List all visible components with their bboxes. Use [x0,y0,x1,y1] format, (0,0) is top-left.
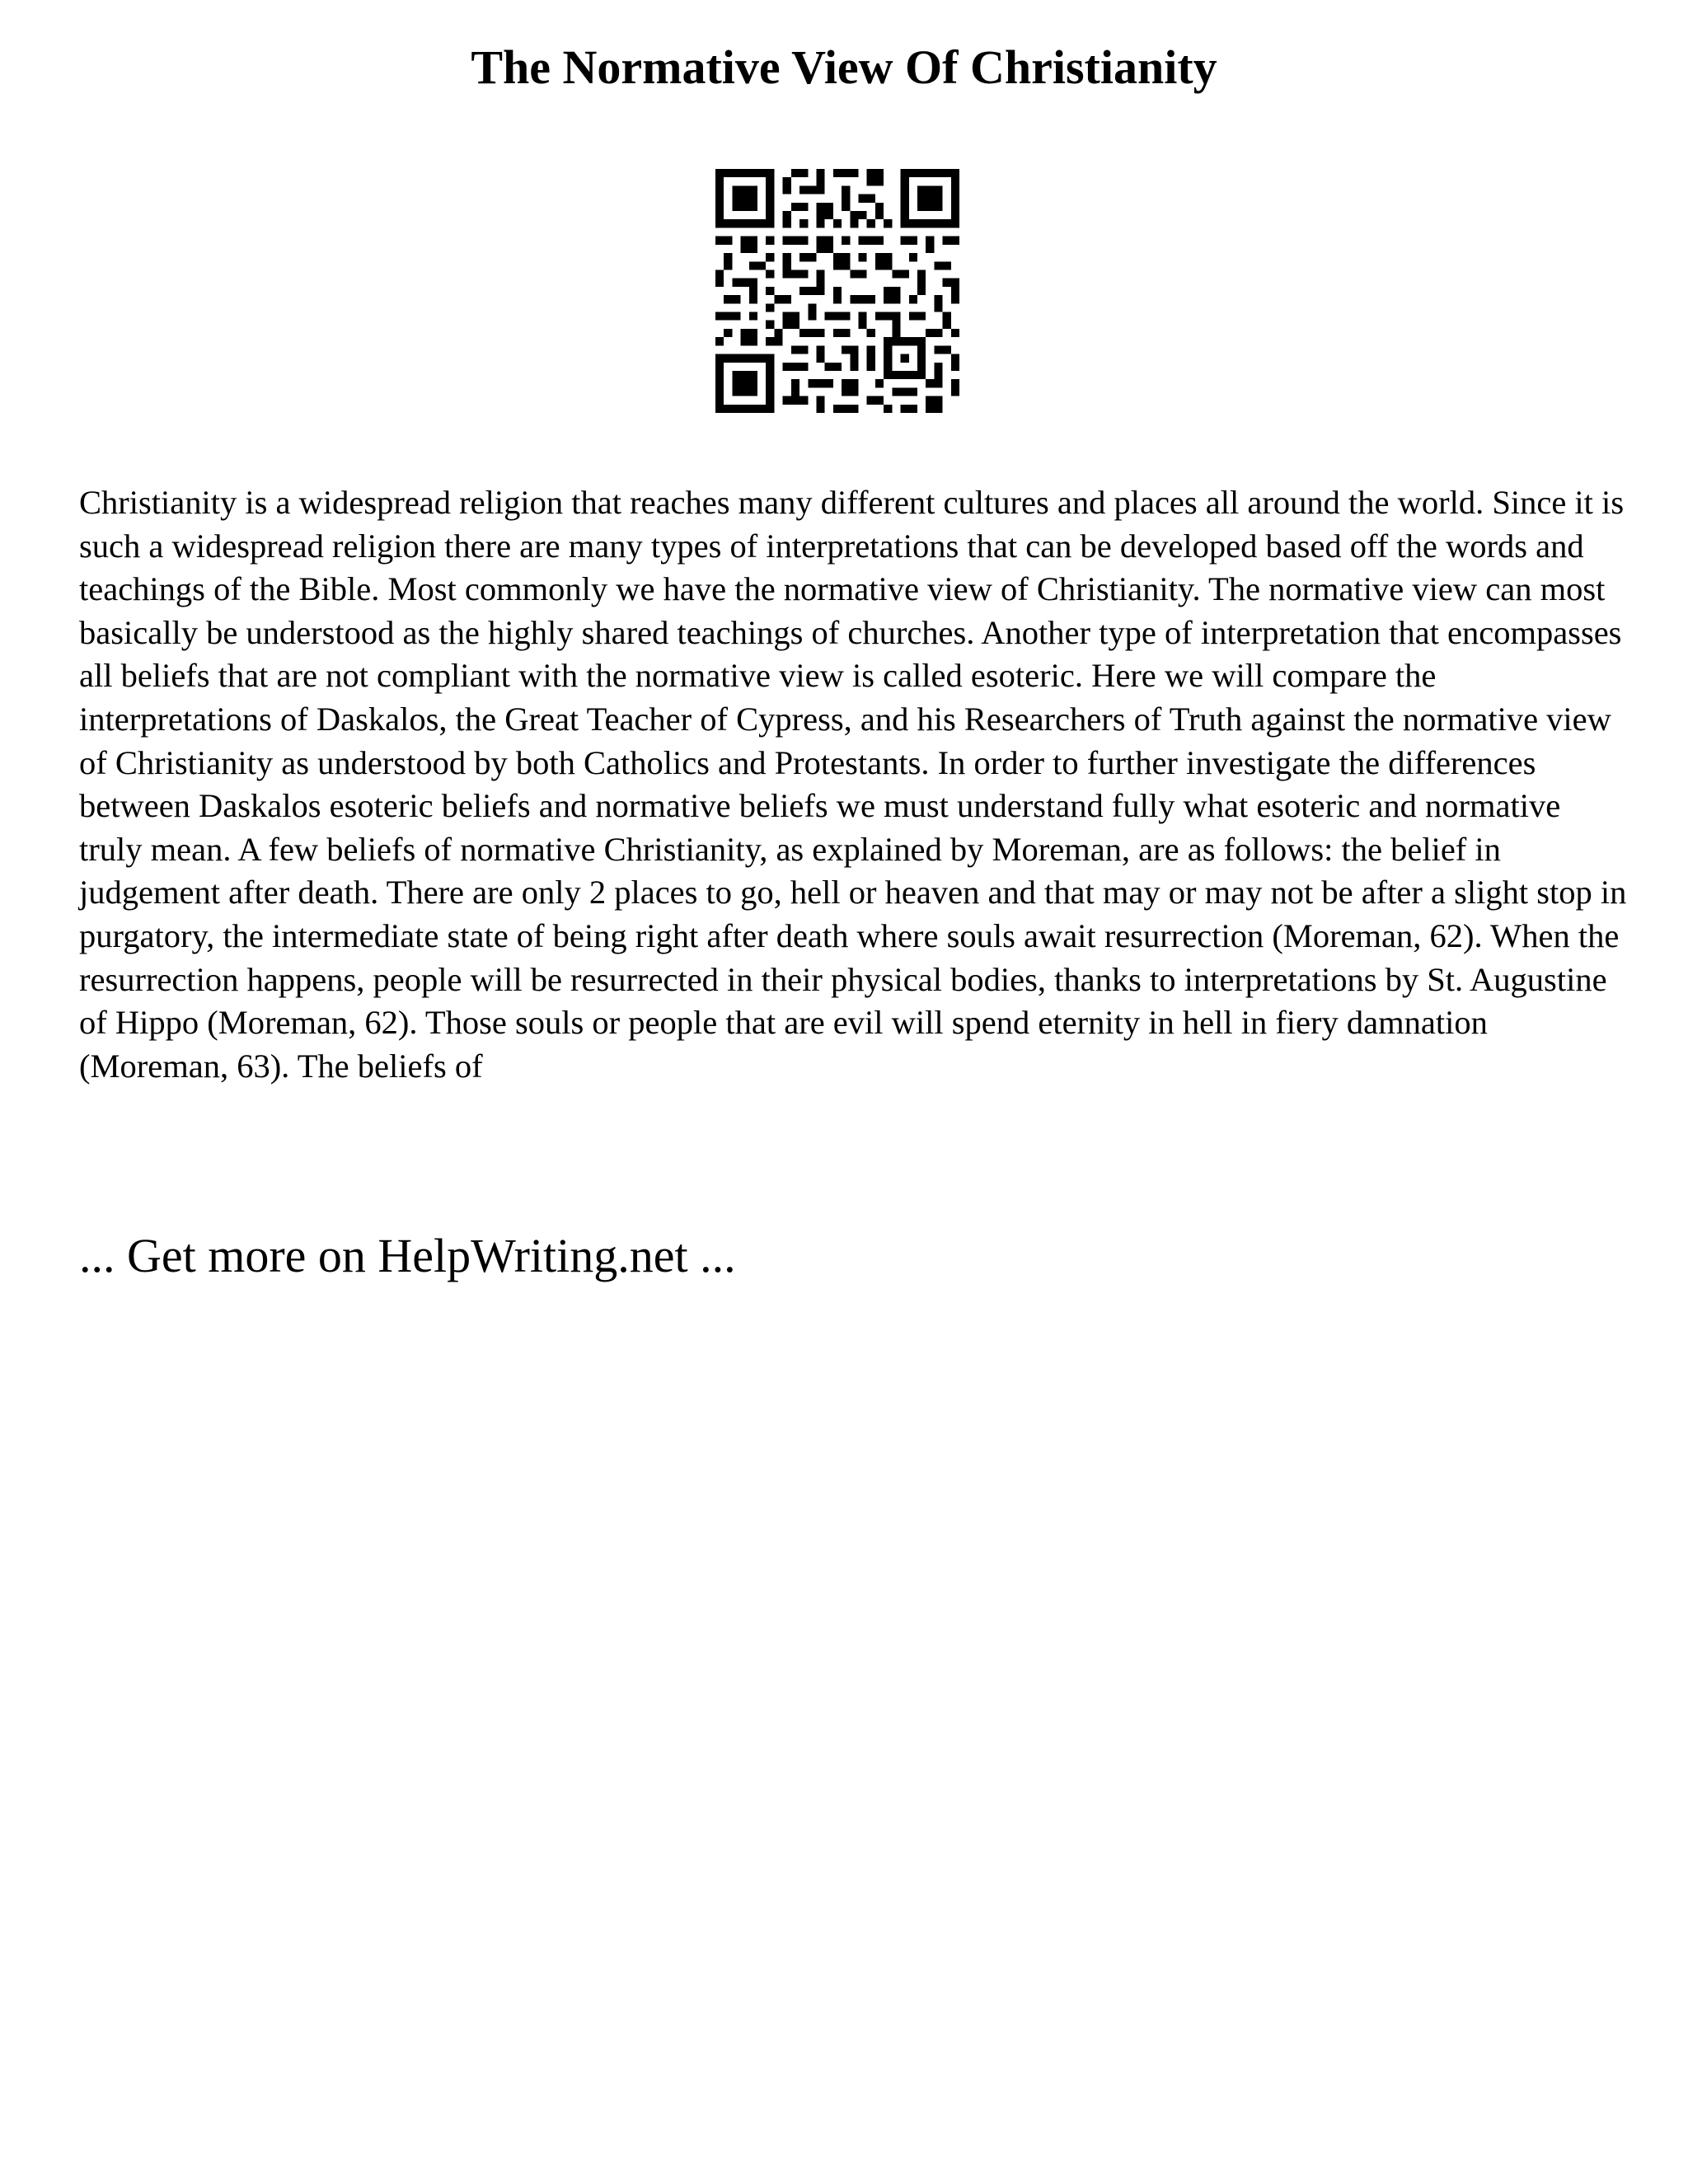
document-body: Christianity is a widespread religion that reaches many different cultures and places all around the world. Since it is such a widespread religion there are many types of interpretations that can be developed based off the words and teachings of the Bible. Most commonly we have the normative view of Christianity. The normative view can most basically be understood as the highly shared teachings of churches. Another type of interpretation that encompasses all beliefs that are not compliant with the normative view is called esoteric. Here we will compare the interpretations of Daskalos, the Great Teacher of Cypress, and his Researchers of Truth against the normative view of Christianity as understood by both Catholics and Protestants. In order to further investigate the differences between Daskalos esoteric beliefs and normative beliefs we must understand fully what esoteric and normative truly mean. A few beliefs of normative Christianity, as explained by Moreman, are as follows: the belief in judgement after death. There are only 2 places to go, hell or heaven and that may or may not be after a slight stop in purgatory, the intermediate state of being right after death where souls await resurrection (Moreman, 62). When the resurrection happens, people will be resurrected in their physical bodies, thanks to interpretations by St. Augustine of Hippo (Moreman, 62). Those souls or people that are evil will spend eternity in hell in fiery damnation (Moreman, 63). The beliefs of [79,484,1627,1085]
get-more-link[interactable]: ... Get more on HelpWriting.net ... [79,1229,736,1282]
document-title: The Normative View Of Christianity [471,40,1217,94]
qr-code-icon [715,169,959,413]
